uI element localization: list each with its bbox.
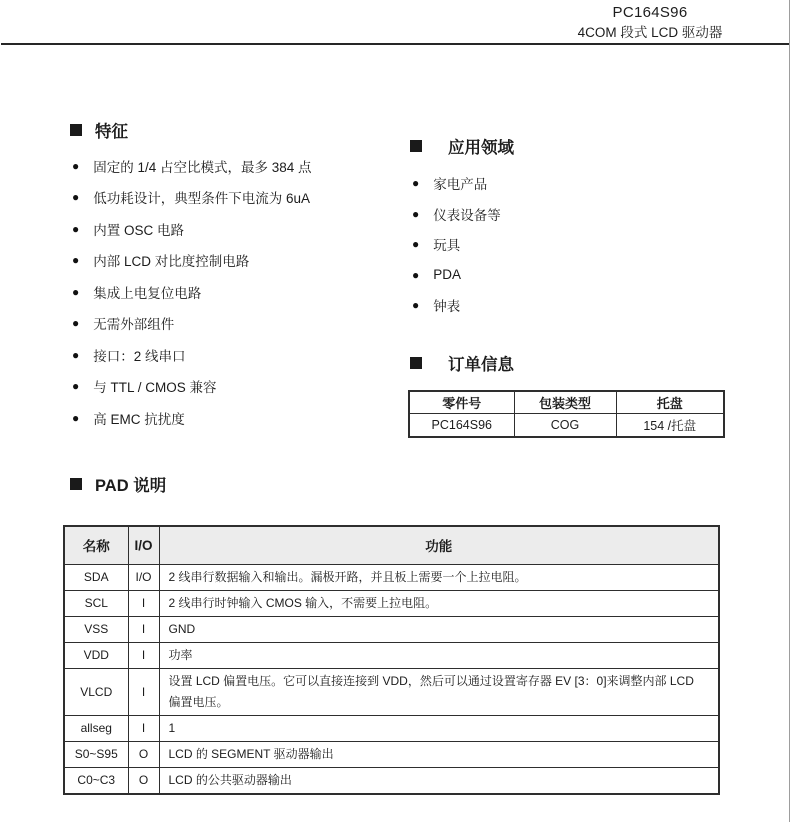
bullet-icon bbox=[72, 160, 79, 172]
bullet-icon bbox=[412, 177, 419, 189]
cell-pad-name: S0~S95 bbox=[64, 741, 128, 767]
bullet-icon bbox=[412, 299, 419, 311]
square-bullet-icon bbox=[410, 140, 422, 152]
application-text: 钟表 bbox=[433, 299, 461, 315]
bullet-icon bbox=[72, 380, 79, 392]
list-item bbox=[412, 199, 501, 230]
bullet-icon bbox=[412, 208, 419, 220]
list-item bbox=[412, 260, 501, 291]
square-bullet-icon bbox=[70, 124, 82, 136]
feature-text: 固定的 1/4 占空比模式，最多 384 点 bbox=[93, 159, 312, 175]
table-row bbox=[64, 668, 719, 715]
cell-pad-io: I bbox=[128, 668, 159, 715]
feature-text: 内部 LCD 对比度控制电路 bbox=[93, 254, 250, 270]
list-item bbox=[72, 308, 312, 340]
cell-pad-name: VDD bbox=[64, 642, 128, 668]
bullet-icon bbox=[72, 317, 79, 329]
list-item bbox=[72, 213, 312, 245]
table-row bbox=[409, 413, 724, 437]
cell-pad-io: O bbox=[128, 767, 159, 794]
list-item bbox=[412, 290, 501, 321]
pad-description-heading bbox=[70, 472, 166, 496]
cell-pad-name: C0~C3 bbox=[64, 767, 128, 794]
table-row bbox=[64, 616, 719, 642]
cell-pad-function: 设置 LCD 偏置电压。它可以直接连接到 VDD，然后可以通过设置寄存器 EV [3：0]来调整内部 LCD 偏置电压。 bbox=[159, 668, 719, 715]
feature-text: 内置 OSC 电路 bbox=[93, 222, 185, 238]
cell-pad-function: 2 线串行时钟输入 CMOS 输入，不需要上拉电阻。 bbox=[159, 590, 719, 616]
list-item bbox=[72, 245, 312, 277]
cell-pad-io: I bbox=[128, 616, 159, 642]
order-info-table bbox=[408, 390, 725, 438]
col-header-part-number: 零件号 bbox=[409, 391, 514, 413]
list-item bbox=[72, 276, 312, 308]
bullet-icon bbox=[72, 254, 79, 266]
feature-text: 与 TTL / CMOS 兼容 bbox=[93, 380, 217, 396]
cell-package-type: COG bbox=[514, 413, 616, 437]
feature-text: 高 EMC 抗扰度 bbox=[93, 411, 185, 427]
bullet-icon bbox=[412, 269, 419, 281]
list-item bbox=[412, 168, 501, 199]
applications-list bbox=[412, 168, 501, 321]
document-header bbox=[520, 2, 780, 43]
cell-pad-name: SCL bbox=[64, 590, 128, 616]
bullet-icon bbox=[72, 191, 79, 203]
list-item bbox=[72, 182, 312, 214]
table-header-row bbox=[409, 391, 724, 413]
document-subtitle: 4COM 段式 LCD 驱动器 bbox=[577, 25, 723, 40]
bullet-icon bbox=[72, 223, 79, 235]
cell-pad-name: SDA bbox=[64, 564, 128, 590]
applications-heading-label: 应用领域 bbox=[448, 139, 514, 157]
table-row bbox=[64, 715, 719, 741]
table-row bbox=[64, 767, 719, 794]
features-heading-label: 特征 bbox=[95, 123, 128, 141]
cell-part-number: PC164S96 bbox=[409, 413, 514, 437]
list-item bbox=[72, 371, 312, 403]
bullet-icon bbox=[412, 238, 419, 250]
cell-pad-function: 功率 bbox=[159, 642, 719, 668]
feature-text: 集成上电复位电路 bbox=[93, 285, 202, 301]
col-header-package-type: 包装类型 bbox=[514, 391, 616, 413]
cell-pad-function: GND bbox=[159, 616, 719, 642]
bullet-icon bbox=[72, 286, 79, 298]
square-bullet-icon bbox=[70, 478, 82, 490]
col-header-io: I/O bbox=[128, 526, 159, 564]
application-text: 家电产品 bbox=[433, 177, 488, 193]
part-number-title: PC164S96 bbox=[612, 4, 688, 21]
table-row bbox=[64, 642, 719, 668]
table-row bbox=[64, 590, 719, 616]
cell-pad-function: 1 bbox=[159, 715, 719, 741]
pad-description-heading-label: PAD 说明 bbox=[95, 477, 167, 495]
cell-pad-io: I/O bbox=[128, 564, 159, 590]
application-text: 玩具 bbox=[433, 238, 461, 254]
list-item bbox=[72, 150, 312, 182]
table-row bbox=[64, 564, 719, 590]
feature-text: 低功耗设计，典型条件下电流为 6uA bbox=[93, 191, 311, 207]
page-right-border bbox=[789, 0, 790, 822]
cell-pad-name: allseg bbox=[64, 715, 128, 741]
features-list bbox=[72, 150, 312, 434]
table-row bbox=[64, 741, 719, 767]
cell-pad-function: 2 线串行数据输入和输出。漏极开路，并且板上需要一个上拉电阻。 bbox=[159, 564, 719, 590]
col-header-name: 名称 bbox=[64, 526, 128, 564]
order-info-heading-label: 订单信息 bbox=[448, 356, 514, 374]
feature-text: 无需外部组件 bbox=[93, 317, 175, 333]
bullet-icon bbox=[72, 412, 79, 424]
cell-pad-io: O bbox=[128, 741, 159, 767]
list-item bbox=[72, 402, 312, 434]
list-item bbox=[72, 339, 312, 371]
col-header-function: 功能 bbox=[159, 526, 719, 564]
cell-pad-function: LCD 的公共驱动器输出 bbox=[159, 767, 719, 794]
square-bullet-icon bbox=[410, 357, 422, 369]
cell-tray: 154 /托盘 bbox=[616, 413, 724, 437]
order-info-heading bbox=[410, 351, 514, 375]
cell-pad-io: I bbox=[128, 715, 159, 741]
cell-pad-name: VSS bbox=[64, 616, 128, 642]
features-heading bbox=[70, 118, 128, 142]
applications-heading bbox=[410, 134, 514, 158]
cell-pad-io: I bbox=[128, 642, 159, 668]
feature-text: 接口：2 线串口 bbox=[93, 348, 186, 364]
application-text: 仪表设备等 bbox=[433, 207, 501, 223]
cell-pad-name: VLCD bbox=[64, 668, 128, 715]
list-item bbox=[412, 229, 501, 260]
cell-pad-function: LCD 的 SEGMENT 驱动器输出 bbox=[159, 741, 719, 767]
col-header-tray: 托盘 bbox=[616, 391, 724, 413]
bullet-icon bbox=[72, 349, 79, 361]
table-header-row bbox=[64, 526, 719, 564]
cell-pad-io: I bbox=[128, 590, 159, 616]
header-divider bbox=[1, 43, 789, 45]
pad-description-table bbox=[63, 525, 720, 795]
application-text: PDA bbox=[433, 267, 462, 283]
